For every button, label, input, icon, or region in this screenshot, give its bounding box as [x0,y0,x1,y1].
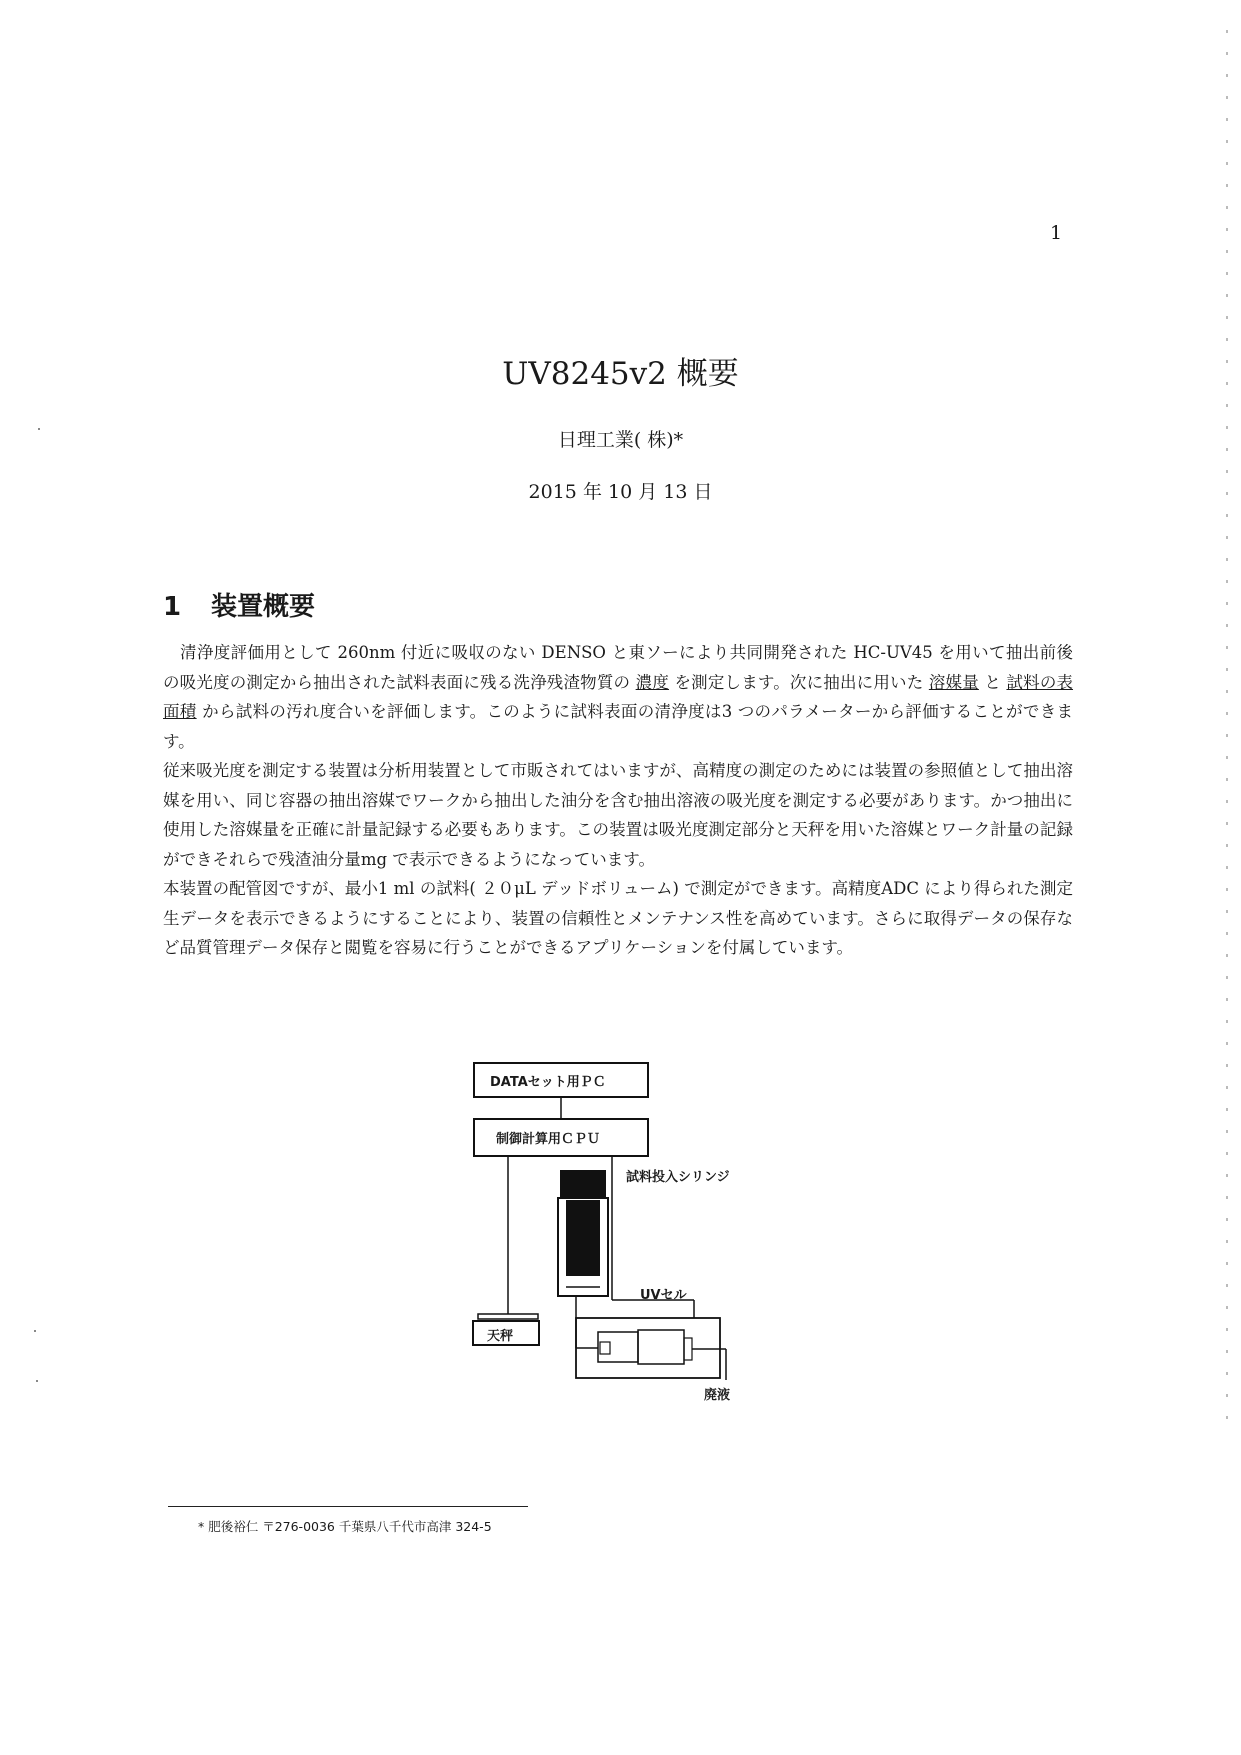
balance-label: 天秤 [487,1329,514,1344]
date-line: 2015 年 10 月 13 日 [528,481,713,503]
paragraph-3: 本装置の配管図ですが、最小1 ml の試料( ２０μL デッドボリューム) で測定ができます。高精度ADC により得られた測定生データを表示できるようにすることにより、装置の信頼性とメンテナンス性を高めています。さらに取得データの保存など品質管理データ保存と閲覧を容易に行うことができるアプリケーションを付属しています。 [163,879,1073,957]
author-line: 日理工業( 株)* [557,429,684,451]
uv-cell-housing [576,1318,720,1378]
paragraph-1-text: を測定します。次に抽出に用いた [669,672,929,692]
syringe-plunger-head [560,1170,606,1200]
paragraph-1-text: 清浄度評価用として 260nm 付近に吸収のない DENSO と東ソーにより共同開発された HC-UV45 を用いて抽出前後の吸光度の測定から抽出された試料表面に残る洗浄残渣物質の [163,643,1073,692]
underlined-term-solvent: 溶媒量 [928,672,979,692]
paragraph-1-text: と [978,672,1007,692]
underlined-term-concentration: 濃度 [635,672,670,692]
footnote: * 肥後裕仁 〒276-0036 千葉県八千代市高津 324-5 [198,1519,492,1534]
syringe-plunger [566,1200,600,1276]
section-heading [163,586,315,623]
scan-speck [36,1380,38,1382]
syringe-label: 試料投入シリンジ [626,1170,730,1185]
underlined-term-surface-area: 試料の表面積 [163,672,1074,721]
document-title: UV8245v2 概要 [502,356,739,392]
page-number: 1 [1050,222,1063,244]
section-number: 1 [163,592,182,622]
syringe-barrel [558,1198,608,1296]
footnote-rule [168,1506,528,1507]
balance-pan [478,1314,538,1319]
paragraph-1-text: から試料の汚れ度合いを評価します。このように試料表面の清浄度は3 つのパラメーターから評価することができます。 [163,702,1073,751]
pc-label: DATAセット用ＰＣ [490,1075,606,1090]
cuvette-window [684,1338,692,1360]
waste-label: 廃液 [704,1388,731,1403]
paragraph-2: 従来吸光度を測定する装置は分析用装置として市販されてはいますが、高精度の測定のためには装置の参照値として抽出溶媒を用い、同じ容器の抽出溶媒でワークから抽出した油分を含む抽出溶液の吸光度を測定する必要があります。かつ抽出に使用した溶媒量を正確に計量記録する必要もあります。この装置は吸光度測定部分と天秤を用いた溶媒とワーク計量の記録ができそれらで残渣油分量mg で表示できるようになっています。 [163,761,1074,869]
cpu-label: 制御計算用ＣＰＵ [496,1132,601,1147]
cuvette-window [600,1342,610,1354]
body-text [163,638,1073,963]
scan-speck [34,1330,36,1332]
paragraph-1 [163,638,1073,756]
section-title: 装置概要 [211,592,316,622]
cuvette [598,1332,638,1362]
scan-edge-dots [1226,30,1228,1430]
uvcell-label: UVセル [640,1288,687,1303]
cuvette [638,1330,684,1364]
